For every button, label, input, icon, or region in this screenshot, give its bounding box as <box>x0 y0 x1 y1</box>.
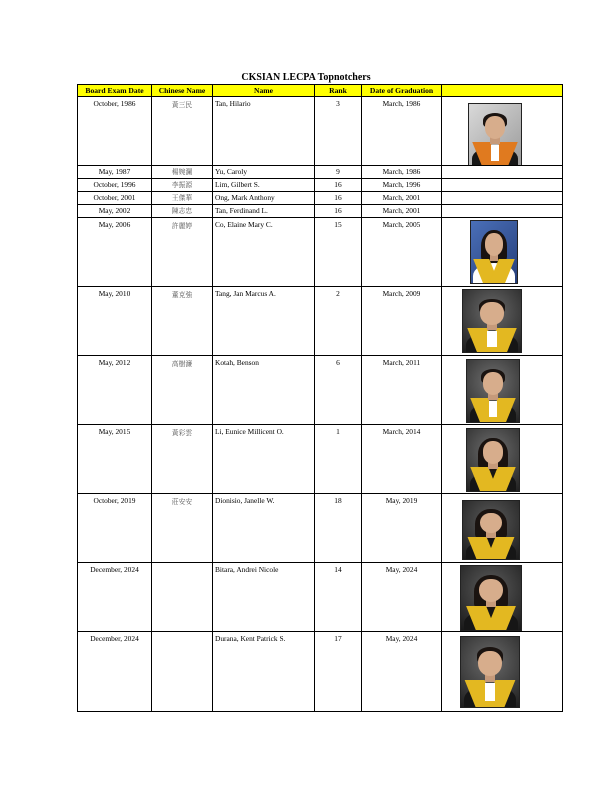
table-header-row <box>78 85 563 97</box>
photo-cell <box>442 563 563 632</box>
table-row <box>78 179 563 192</box>
photo-cell <box>442 166 563 179</box>
graduation-date: March, 1986 <box>362 166 442 179</box>
person-name: Co, Elaine Mary C. <box>213 218 315 287</box>
col-name: Name <box>213 85 315 97</box>
person-name: Yu, Caroly <box>213 166 315 179</box>
graduate-portrait <box>460 636 520 708</box>
board-exam-date: October, 2019 <box>78 494 152 563</box>
chinese-name: 高樹濂 <box>152 356 213 425</box>
board-exam-date: May, 2002 <box>78 205 152 218</box>
photo-cell <box>442 205 563 218</box>
photo-cell <box>442 179 563 192</box>
board-exam-date: December, 2024 <box>78 632 152 712</box>
rank: 2 <box>315 287 362 356</box>
table-row <box>78 218 563 287</box>
person-name: Dionisio, Janelle W. <box>213 494 315 563</box>
graduation-date: May, 2024 <box>362 632 442 712</box>
chinese-name: 黃彩雲 <box>152 425 213 494</box>
table-row <box>78 356 563 425</box>
rank: 16 <box>315 205 362 218</box>
graduate-portrait <box>468 103 522 166</box>
table-row <box>78 192 563 205</box>
photo-cell <box>442 425 563 494</box>
table-row <box>78 425 563 494</box>
chinese-name: 黃三民 <box>152 97 213 166</box>
table-row <box>78 166 563 179</box>
photo-cell <box>442 494 563 563</box>
table-row <box>78 287 563 356</box>
board-exam-date: May, 2006 <box>78 218 152 287</box>
person-name: Tan, Ferdinand L. <box>213 205 315 218</box>
table-row <box>78 563 563 632</box>
col-date-of-graduation: Date of Graduation <box>362 85 442 97</box>
photo-cell <box>442 192 563 205</box>
chinese-name: 陳志忠 <box>152 205 213 218</box>
board-exam-date: October, 1986 <box>78 97 152 166</box>
board-exam-date: October, 1996 <box>78 179 152 192</box>
rank: 14 <box>315 563 362 632</box>
table-row <box>78 632 563 712</box>
person-name: Kotah, Benson <box>213 356 315 425</box>
graduation-date: March, 2011 <box>362 356 442 425</box>
chinese-name: 李振源 <box>152 179 213 192</box>
graduation-date: March, 2001 <box>362 205 442 218</box>
rank: 15 <box>315 218 362 287</box>
rank: 17 <box>315 632 362 712</box>
chinese-name: 許麗婷 <box>152 218 213 287</box>
rank: 6 <box>315 356 362 425</box>
graduation-date: May, 2019 <box>362 494 442 563</box>
graduate-portrait <box>470 220 518 284</box>
graduate-portrait <box>462 500 520 560</box>
graduate-portrait <box>466 428 520 492</box>
chinese-name: 董克強 <box>152 287 213 356</box>
graduate-portrait <box>462 289 522 353</box>
rank: 1 <box>315 425 362 494</box>
board-exam-date: May, 2010 <box>78 287 152 356</box>
graduation-date: March, 2001 <box>362 192 442 205</box>
graduation-date: March, 2014 <box>362 425 442 494</box>
board-exam-date: May, 2015 <box>78 425 152 494</box>
graduation-date: May, 2024 <box>362 563 442 632</box>
col-photo <box>442 85 563 97</box>
rank: 18 <box>315 494 362 563</box>
col-chinese-name: Chinese Name <box>152 85 213 97</box>
chinese-name <box>152 632 213 712</box>
graduation-date: March, 2005 <box>362 218 442 287</box>
chinese-name: 楊婉瀾 <box>152 166 213 179</box>
table-row <box>78 205 563 218</box>
chinese-name <box>152 563 213 632</box>
table-row <box>78 97 563 166</box>
photo-cell <box>442 218 563 287</box>
table-row <box>78 494 563 563</box>
graduate-portrait <box>460 565 522 631</box>
chinese-name: 王傑華 <box>152 192 213 205</box>
photo-cell <box>442 356 563 425</box>
chinese-name: 莊安安 <box>152 494 213 563</box>
person-name: Tang, Jan Marcus A. <box>213 287 315 356</box>
graduation-date: March, 2009 <box>362 287 442 356</box>
col-board-exam-date: Board Exam Date <box>78 85 152 97</box>
rank: 3 <box>315 97 362 166</box>
board-exam-date: May, 2012 <box>78 356 152 425</box>
col-rank: Rank <box>315 85 362 97</box>
rank: 16 <box>315 179 362 192</box>
rank: 16 <box>315 192 362 205</box>
photo-cell <box>442 287 563 356</box>
graduate-portrait <box>466 359 520 423</box>
photo-cell <box>442 632 563 712</box>
board-exam-date: October, 2001 <box>78 192 152 205</box>
board-exam-date: December, 2024 <box>78 563 152 632</box>
person-name: Durana, Kent Patrick S. <box>213 632 315 712</box>
person-name: Tan, Hilario <box>213 97 315 166</box>
person-name: Bitara, Andrei Nicole <box>213 563 315 632</box>
person-name: Li, Eunice Millicent O. <box>213 425 315 494</box>
topnotchers-table <box>77 84 563 712</box>
graduation-date: March, 1986 <box>362 97 442 166</box>
graduation-date: March, 1996 <box>362 179 442 192</box>
board-exam-date: May, 1987 <box>78 166 152 179</box>
person-name: Lim, Gilbert S. <box>213 179 315 192</box>
page-title: CKSIAN LECPA Topnotchers <box>241 72 371 83</box>
rank: 9 <box>315 166 362 179</box>
photo-cell <box>442 97 563 166</box>
person-name: Ong, Mark Anthony <box>213 192 315 205</box>
